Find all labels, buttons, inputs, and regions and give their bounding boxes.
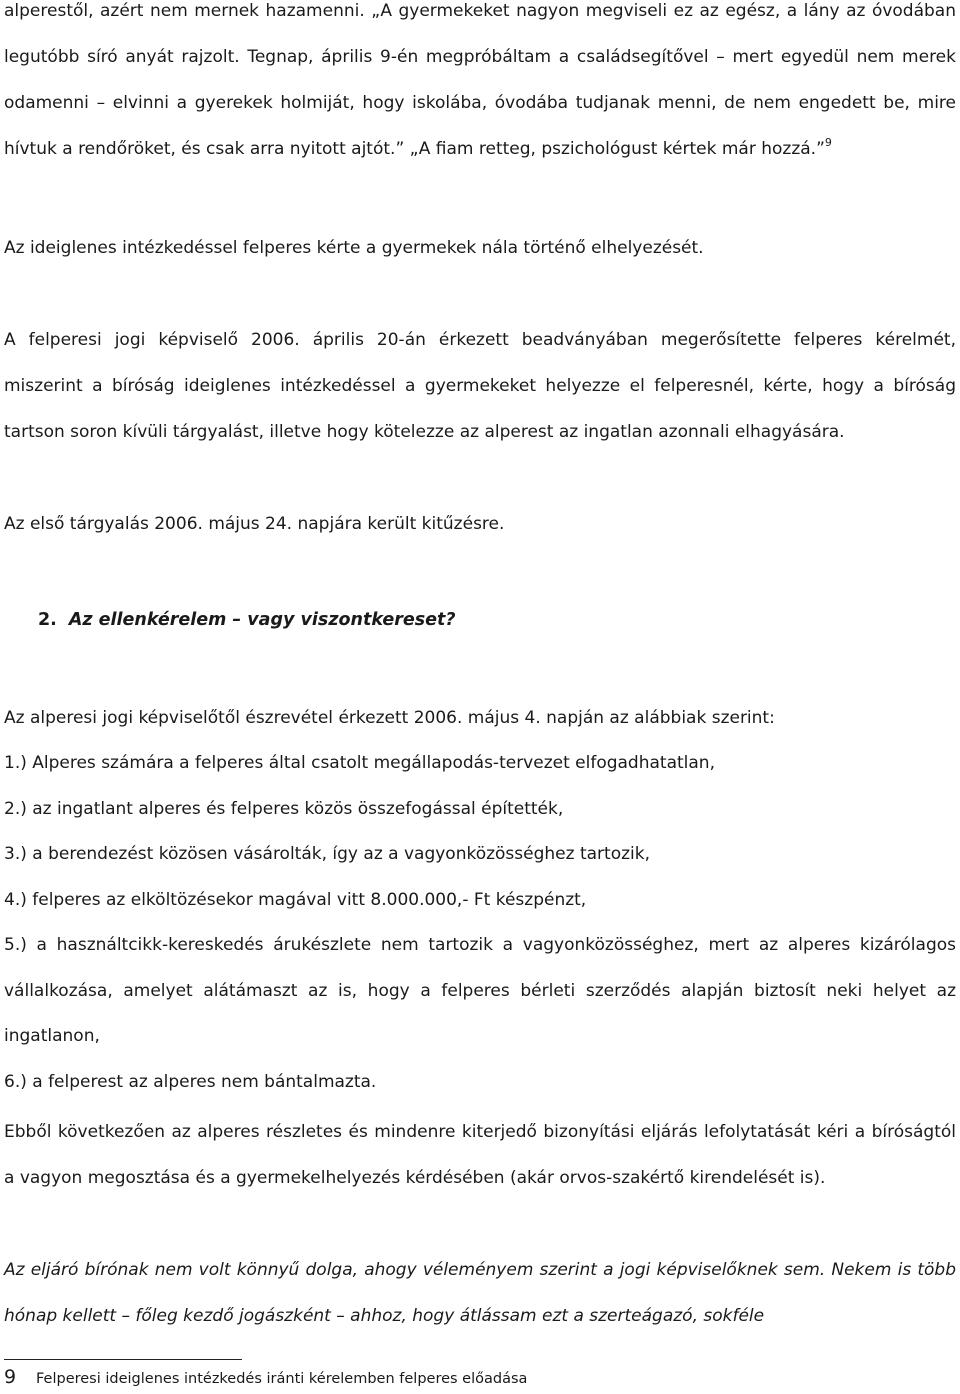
section-heading bbox=[38, 604, 456, 636]
paragraph-evidence-request: Ebből következően az alperes részletes és mindenre kiterjedő bizonyítási eljárás lefolytatását kéri a bíróságtól a vagyon megosztása és a gyermekelhelyezés kérdésében (akár orvos-szakértő kirendelését is). bbox=[4, 1122, 956, 1188]
section-number: 2. bbox=[38, 610, 57, 630]
footnote bbox=[4, 1362, 527, 1394]
paragraph-first-hearing: Az első tárgyalás 2006. május 24. napjára került kitűzésre. bbox=[4, 514, 505, 534]
list-item: 5.) a használtcikk-kereskedés árukészlete nem tartozik a vagyonközösséghez, mert az alperes kizárólagos vállalkozása, amelyet alátámaszt az is, hogy a felperes bérleti szerződés alapján biztosít neki helyet az ingatlanon, bbox=[4, 935, 956, 1046]
list-item: 4.) felperes az elköltözésekor magával vitt 8.000.000,- Ft készpénzt, bbox=[4, 889, 587, 910]
defendant-claims-list bbox=[4, 741, 956, 1105]
paragraph-quote-text: alperestől, azért nem mernek hazamenni. „A gyermekeket nagyon megviseli ez az egész, a lány az óvodában legutóbb síró anyát rajzolt. Tegnap, április 9-én megpróbáltam a családsegítővel – mert egyedül nem merek odamenni – elvinni a gyerekek holmiját, hogy iskolába, óvodába tudjanak menni, de nem engedett be, mire hívtuk a rendőröket, és csak arra nyitott ajtót.” „A fiam retteg, pszichológust kértek már hozzá.” bbox=[4, 1, 956, 159]
list-item: 3.) a berendezést közösen vásárolták, így az a vagyonközösséghez tartozik, bbox=[4, 844, 650, 864]
footnote-number: 9 bbox=[4, 1366, 17, 1388]
footnote-separator bbox=[4, 1359, 242, 1360]
list-item: 2.) az ingatlant alperes és felperes közös összefogással építették, bbox=[4, 798, 564, 819]
footnote-reference: 9 bbox=[824, 136, 832, 149]
section-title: Az ellenkérelem – vagy viszontkereset? bbox=[68, 610, 456, 630]
paragraph-quote bbox=[4, 0, 956, 172]
list-item: 6.) a felperest az alperes nem bántalmazta. bbox=[4, 1071, 377, 1092]
paragraph-plaintiff-submission: A felperesi jogi képviselő 2006. április 20-án érkezett beadványában megerősítette felperes kérelmét, miszerint a bíróság ideiglenes intézkedéssel a gyermekeket helyezze el felperesnél, kérte, hogy a bíróság tartson soron kívüli tárgyalást, illetve hogy kötelezze az alperest az ingatlan azonnali elhagyására. bbox=[4, 330, 956, 442]
paragraph-defendant-remarks: Az alperesi jogi képviselőtől észrevétel érkezett 2006. május 4. napján az alábbiak szerint: bbox=[4, 708, 775, 728]
paragraph-interim-measure: Az ideiglenes intézkedéssel felperes kérte a gyermekek nála történő elhelyezését. bbox=[4, 238, 704, 258]
footnote-text: Felperesi ideiglenes intézkedés iránti kérelemben felperes előadása bbox=[36, 1371, 528, 1387]
list-item: 1.) Alperes számára a felperes által csatolt megállapodás-tervezet elfogadhatatlan, bbox=[4, 753, 715, 773]
paragraph-author-comment: Az eljáró bírónak nem volt könnyű dolga, ahogy véleményem szerint a jogi képviselőknek sem. Nekem is több hónap kellett – főleg kezdő jogászként – ahhoz, hogy átlássam ezt a szerteágazó, sokféle bbox=[4, 1260, 956, 1326]
